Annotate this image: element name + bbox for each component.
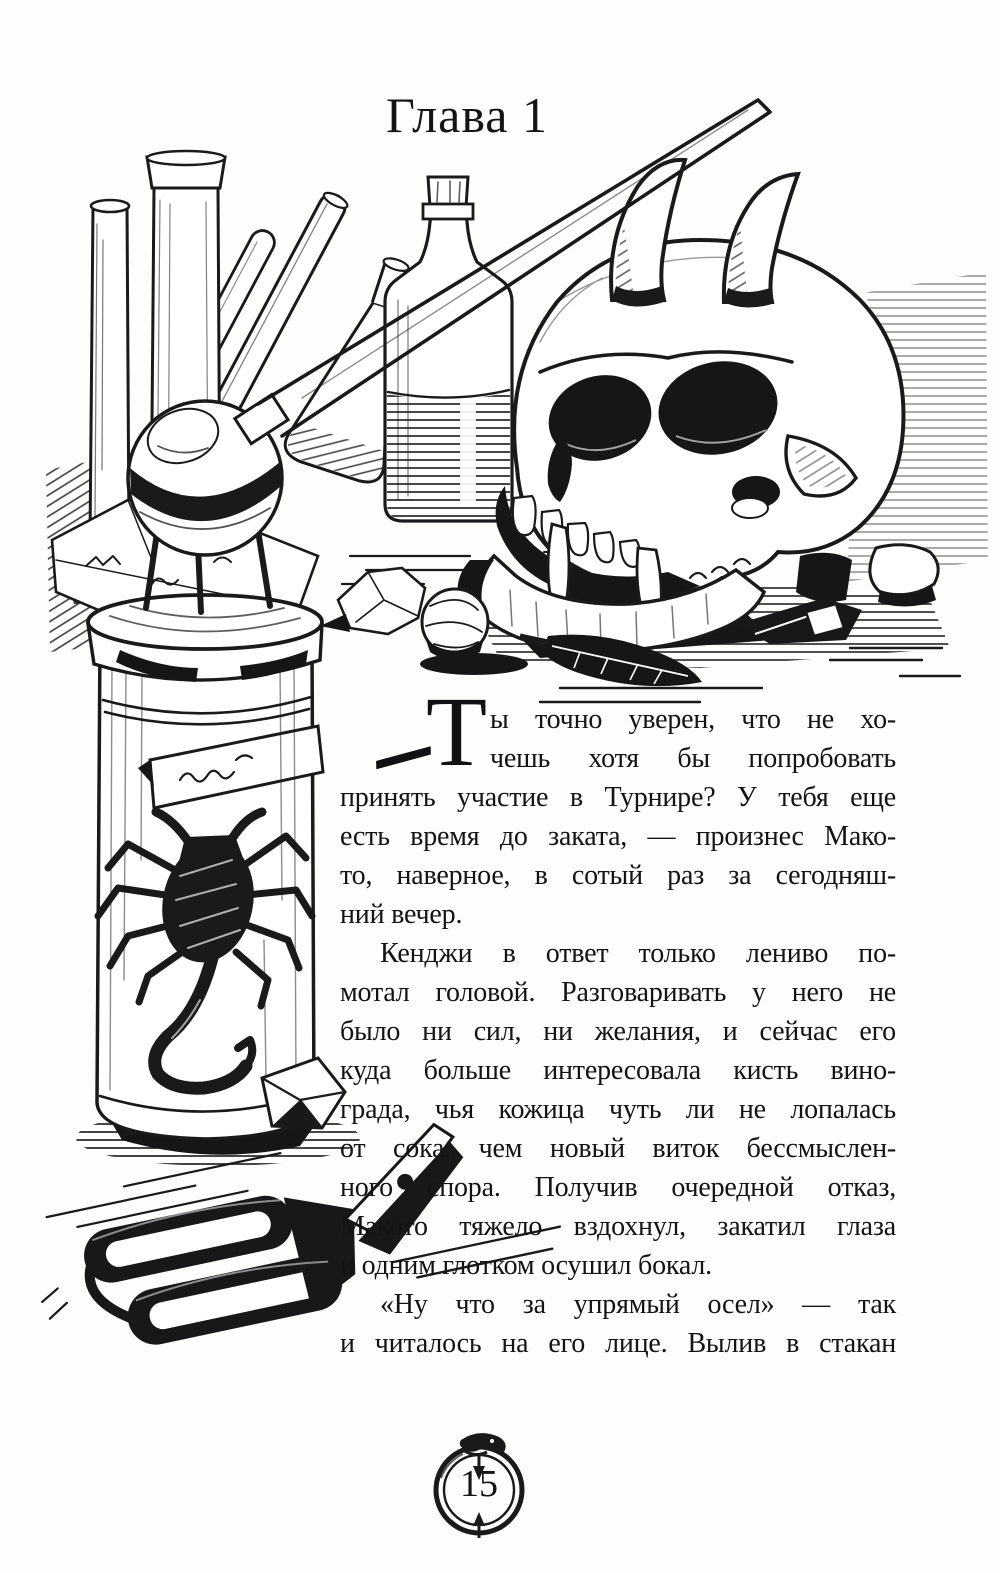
jar-lid	[88, 595, 322, 682]
body-text	[340, 641, 896, 1363]
dialogue-dash: —	[373, 641, 433, 841]
text-line: ного спора. Получив очередной отказ,	[340, 1172, 896, 1203]
text-line: куда больше интересовала кисть вино-	[340, 1055, 896, 1086]
text-line: ы точно уверен, что не хо-	[490, 704, 896, 735]
text-line: ний вечер.	[340, 899, 463, 930]
text-line: мотал головой. Разговаривать у него не	[340, 977, 896, 1008]
drop-cap: Т	[426, 676, 488, 787]
page-number: 15	[460, 1463, 498, 1505]
corked-bottle	[385, 177, 512, 521]
text-line: было ни сил, ни желания, и сейчас его	[340, 1016, 896, 1047]
text-line: то, наверное, в сотый раз за сегодняш-	[340, 860, 896, 891]
text-line: и читалось на его лице. Вылив в стакан	[340, 1328, 896, 1359]
text-line: града, чья кожица чуть ли не лопалась	[340, 1094, 896, 1125]
text-line: есть время до заката, — произнес Мако-	[340, 821, 896, 852]
text-line: «Ну что за упрямый осел» — так	[380, 1289, 896, 1320]
chapter-title: Глава 1	[386, 87, 548, 143]
text-line: чешь хотя бы попробовать	[490, 743, 896, 774]
scorpion-jar-drawing	[76, 595, 360, 1166]
text-line: и одним глотком осушил бокал.	[340, 1250, 712, 1281]
text-line: Кенджи в ответ только лениво по-	[380, 938, 896, 969]
text-line: Макото тяжело вздохнул, закатил глаза	[340, 1211, 896, 1242]
text-line: от сока, чем новый виток бессмыслен-	[340, 1133, 896, 1164]
text-line: принять участие в Турнире? У тебя еще	[340, 782, 896, 813]
